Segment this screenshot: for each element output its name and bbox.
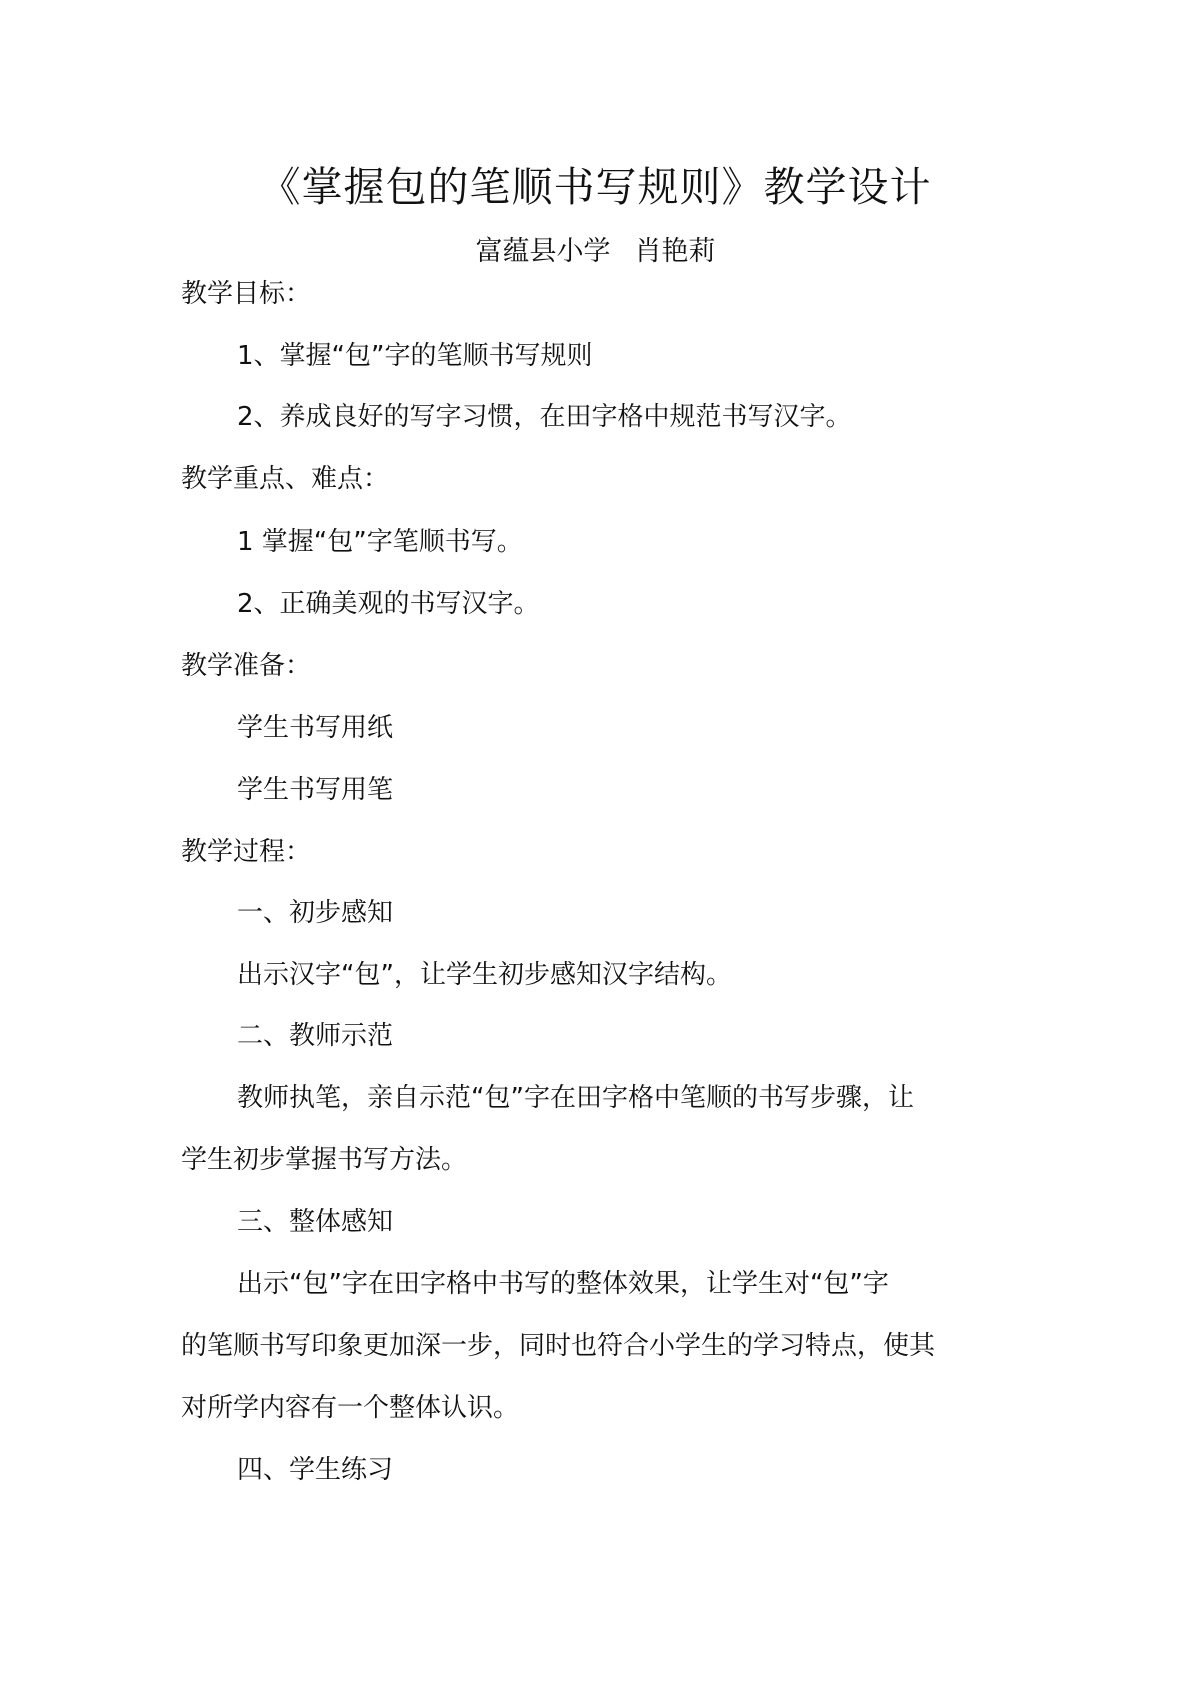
- author-name: 肖艳莉: [634, 236, 716, 267]
- step-title: 四、学生练习: [237, 1455, 394, 1485]
- step-text: 学生初步掌握书写方法。: [181, 1145, 468, 1175]
- preparation-item: 学生书写用纸: [237, 713, 394, 743]
- step-text: 教师执笔，亲自示范“包”字在田字格中笔顺的书写步骤，让: [237, 1083, 914, 1113]
- author-byline: [0, 232, 1191, 272]
- step-text: 对所学内容有一个整体认识。: [181, 1393, 520, 1423]
- step-text: 出示“包”字在田字格中书写的整体效果，让学生对“包”字: [237, 1269, 889, 1299]
- preparation-heading: 教学准备：: [181, 651, 312, 681]
- process-heading: 教学过程：: [181, 837, 312, 867]
- key-points-heading: 教学重点、难点：: [181, 464, 390, 494]
- document-title: 《掌握包的笔顺书写规则》教学设计: [259, 163, 932, 211]
- author-school: 富蕴县小学: [475, 236, 611, 267]
- step-text: 的笔顺书写印象更加深一步，同时也符合小学生的学习特点，使其: [181, 1331, 936, 1361]
- preparation-item: 学生书写用笔: [237, 775, 394, 805]
- objectives-heading: 教学目标：: [181, 279, 312, 309]
- step-text: 出示汉字“包”，让学生初步感知汉字结构。: [237, 960, 732, 990]
- objective-item: 2、养成良好的写字习惯，在田字格中规范书写汉字。: [237, 402, 852, 432]
- objective-item: 1、掌握“包”字的笔顺书写规则: [237, 341, 593, 371]
- step-title: 一、初步感知: [237, 898, 394, 928]
- key-point-item: 2、正确美观的书写汉字。: [237, 589, 540, 619]
- step-title: 二、教师示范: [237, 1021, 394, 1051]
- step-title: 三、整体感知: [237, 1207, 394, 1237]
- key-point-item: 1 掌握“包”字笔顺书写。: [237, 527, 523, 557]
